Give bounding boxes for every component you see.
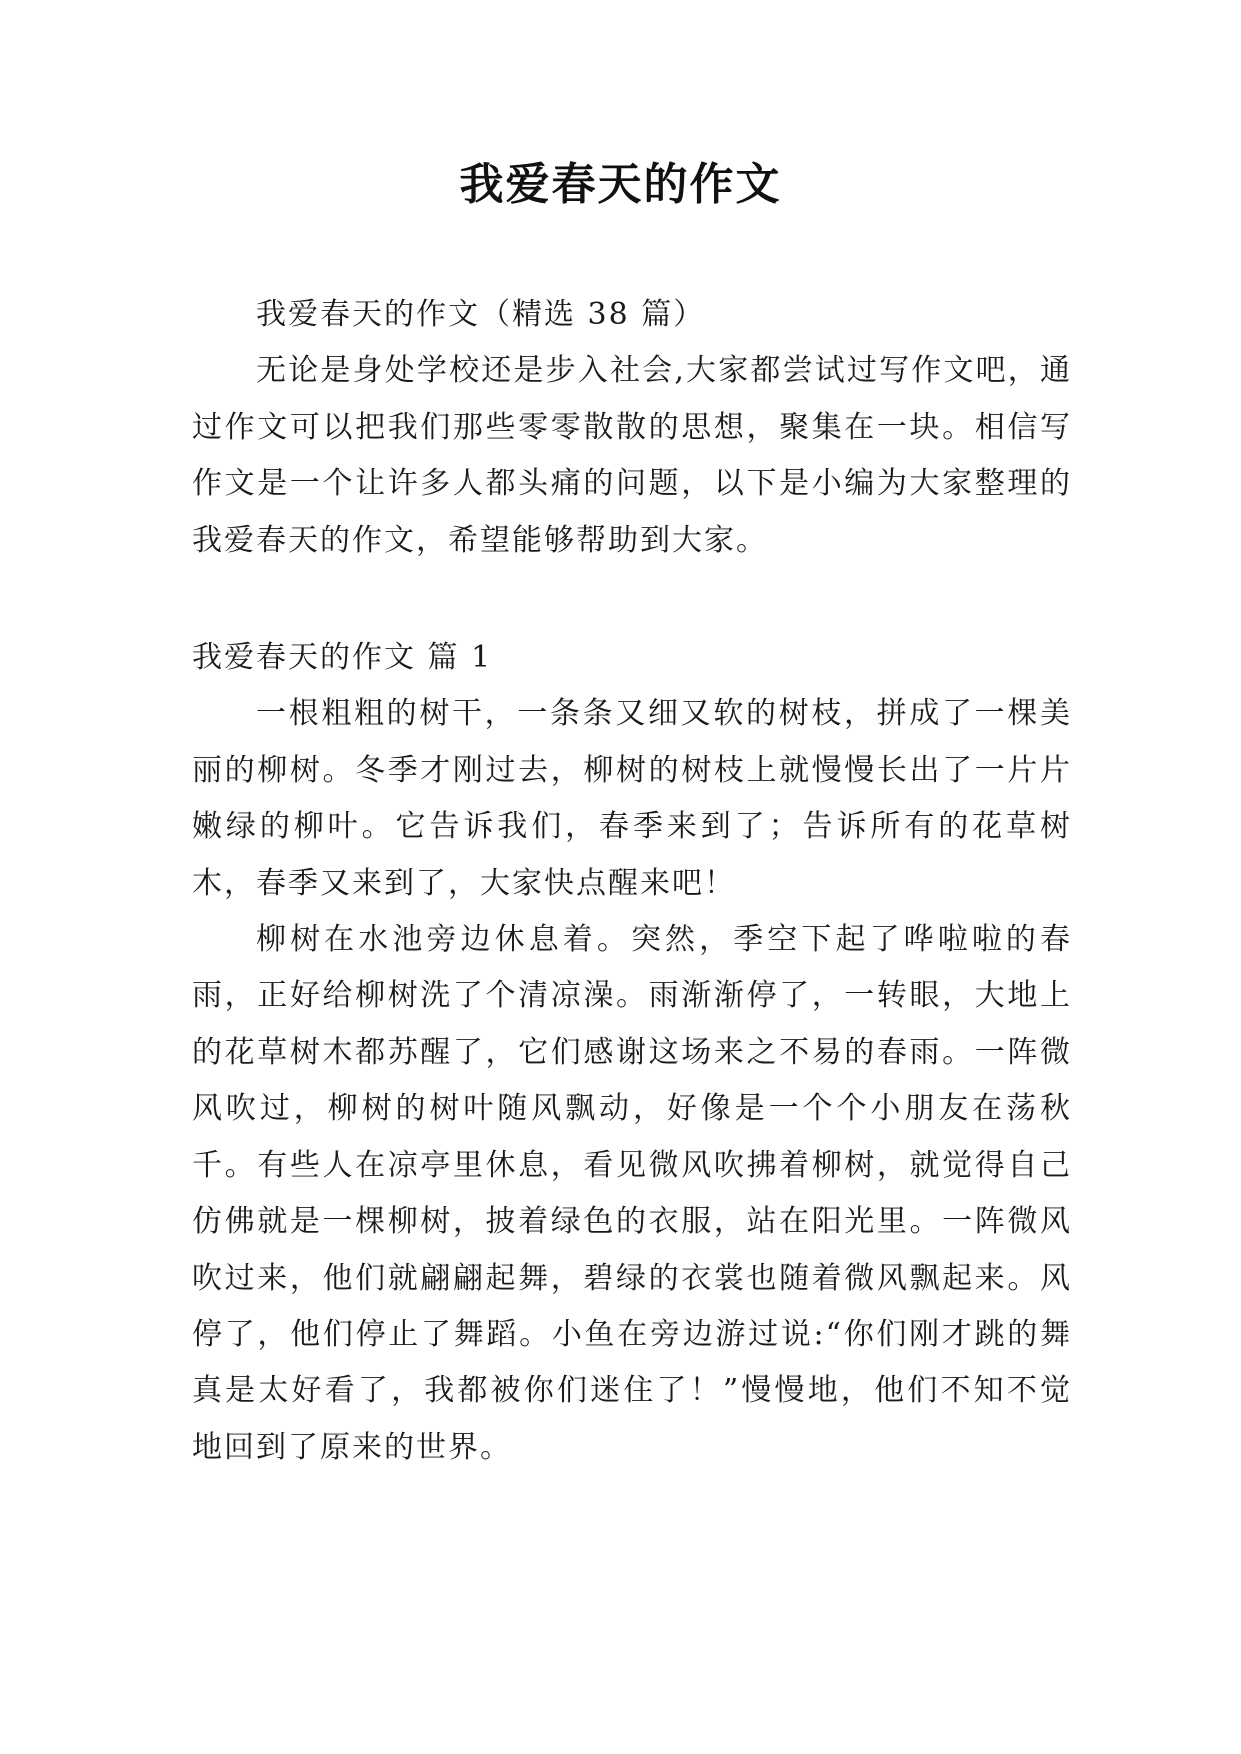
section-gap	[192, 569, 1072, 630]
body-paragraph-2: 柳树在水池旁边休息着。突然，季空下起了哗啦啦的春雨，正好给柳树洗了个清凉澡。雨渐渐停了，一转眼，大地上的花草树木都苏醒了，它们感谢这场来之不易的春雨。一阵微风吹过，柳树的树叶随风飘动，好像是一个个小朋友在荡秋千。有些人在凉亭里休息，看见微风吹拂着柳树，就觉得自己仿佛就是一棵柳树，披着绿色的衣服，站在阳光里。一阵微风吹过来，他们就翩翩起舞，碧绿的衣裳也随着微风飘起来。风停了，他们停止了舞蹈。小鱼在旁边游过说:“你们刚才跳的舞真是太好看了，我都被你们迷住了！”慢慢地，他们不知不觉地回到了原来的世界。	[192, 922, 1072, 1465]
body-paragraph-1: 一根粗粗的树干，一条条又细又软的树枝，拼成了一棵美丽的柳树。冬季才刚过去，柳树的树枝上就慢慢长出了一片片嫩绿的柳叶。它告诉我们，春季来到了；告诉所有的花草树木，春季又来到了，大家快点醒来吧！	[192, 696, 1072, 901]
section-heading: 我爱春天的作文 篇 1	[192, 640, 493, 676]
subtitle-line: 我爱春天的作文（精选 38 篇）	[256, 297, 706, 332]
document-body	[192, 287, 1072, 1476]
document-title: 我爱春天的作文	[459, 159, 782, 210]
intro-paragraph: 无论是身处学校还是步入社会,大家都尝试过写作文吧，通过作文可以把我们那些零零散散的思想，聚集在一块。相信写作文是一个让许多人都头痛的问题，以下是小编为大家整理的我爱春天的作文，希望能够帮助到大家。	[192, 353, 1072, 558]
